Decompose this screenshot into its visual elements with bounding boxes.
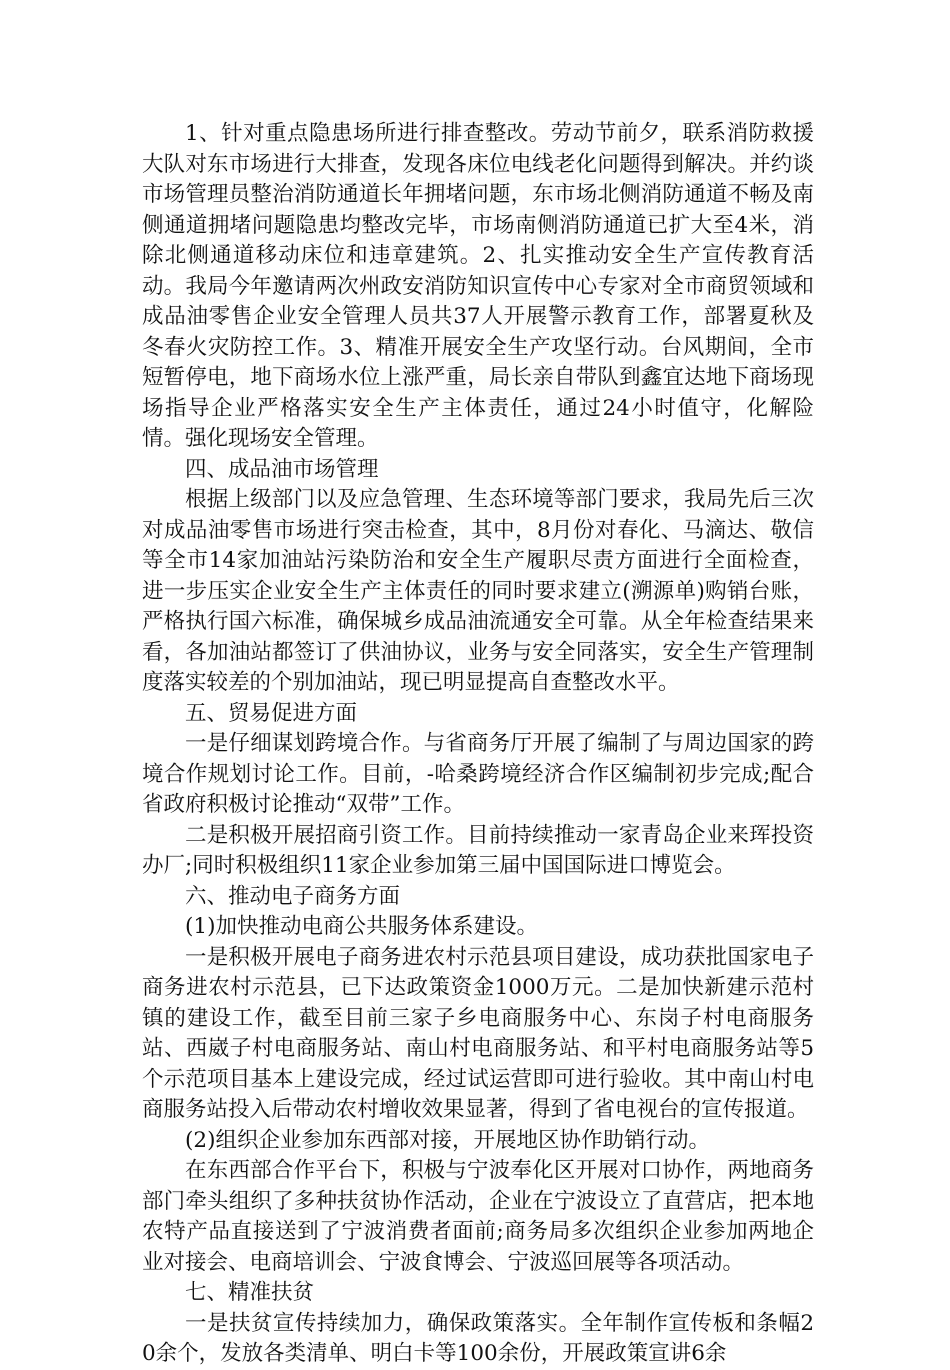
paragraph-ningbo-cooperation: 在东西部合作平台下，积极与宁波奉化区开展对口协作，两地商务部门牵头组织了多种扶贫协作活动，企业在宁波设立了直营店，把本地农特产品直接送到了宁波消费者面前;商务局多次组织企业参加两地企业对接会、电商培训会、宁波食博会、宁波巡回展等各项活动。 xyxy=(142,1158,814,1275)
paragraph-safety-measures: 1、针对重点隐患场所进行排查整改。劳动节前夕，联系消防救援大队对东市场进行大排查，发现各床位电线老化问题得到解决。并约谈市场管理员整治消防通道长年拥堵问题，东市场北侧消防通道不畅及南侧通道拥堵问题隐患均整改完毕，市场南侧消防通道已扩大至4米，消除北侧通道移动床位和违章建筑。2、扎实推动安全生产宣传教育活动。我局今年邀请两次州政安消防知识宣传中心专家对全市商贸领域和成品油零售企业安全管理人员共37人开展警示教育工作，部署夏秋及冬春火灾防控工作。3、精准开展安全生产攻坚行动。台风期间，全市短暂停电，地下商场水位上涨严重，局长亲自带队到鑫宜达地下商场现场指导企业严格落实安全生产主体责任，通过24小时值守，化解险情。强化现场安全管理。 xyxy=(142,121,814,451)
subheading-public-service-system: (1)加快推动电商公共服务体系建设。 xyxy=(185,914,538,939)
paragraph-cross-border-cooperation: 一是仔细谋划跨境合作。与省商务厅开展了编制了与周边国家的跨境合作规划讨论工作。目前，-哈桑跨境经济合作区编制初步完成;配合省政府积极讨论推动“双带”工作。 xyxy=(142,731,814,817)
section-heading-poverty-alleviation: 七、精准扶贫 xyxy=(185,1280,315,1305)
paragraph-e-commerce-demo-county: 一是积极开展电子商务进农村示范县项目建设，成功获批国家电子商务进农村示范县，已下达政策资金1000万元。二是加快新建示范村镇的建设工作，截至目前三家子乡电商服务中心、东岗子村电商服务站、西崴子村电商服务站、南山村电商服务站、和平村电商服务站等5个示范项目基本上建设完成，经过试运营即可进行验收。其中南山村电商服务站投入后带动农村增收效果显著，得到了省电视台的宣传报道。 xyxy=(142,944,814,1122)
section-heading-trade-promotion: 五、贸易促进方面 xyxy=(185,700,358,726)
section-heading-oil-market: 四、成品油市场管理 xyxy=(185,456,379,482)
paragraph-poverty-publicity: 一是扶贫宣传持续加力，确保政策落实。全年制作宣传板和条幅20余个，发放各类清单、明白卡等100余份，开展政策宣讲6余 xyxy=(142,1310,814,1366)
paragraph-investment-attraction: 二是积极开展招商引资工作。目前持续推动一家青岛企业来珲投资办厂;同时积极组织11家企业参加第三届中国国际进口博览会。 xyxy=(142,822,814,878)
section-heading-e-commerce: 六、推动电子商务方面 xyxy=(185,883,401,909)
subheading-east-west-cooperation: (2)组织企业参加东西部对接，开展地区协作助销行动。 xyxy=(185,1127,710,1153)
document-body xyxy=(142,119,814,1370)
paragraph-oil-market: 根据上级部门以及应急管理、生态环境等部门要求，我局先后三次对成品油零售市场进行突击检查，其中，8月份对春化、马滴达、敬信等全市14家加油站污染防治和安全生产履职尽责方面进行全面检查，进一步压实企业安全生产主体责任的同时要求建立(溯源单)购销台账，严格执行国六标准，确保城乡成品油流通安全可靠。从全年检查结果来看，各加油站都签订了供油协议，业务与安全同落实，安全生产管理制度落实较差的个别加油站，现已明显提高自查整改水平。 xyxy=(142,487,814,695)
